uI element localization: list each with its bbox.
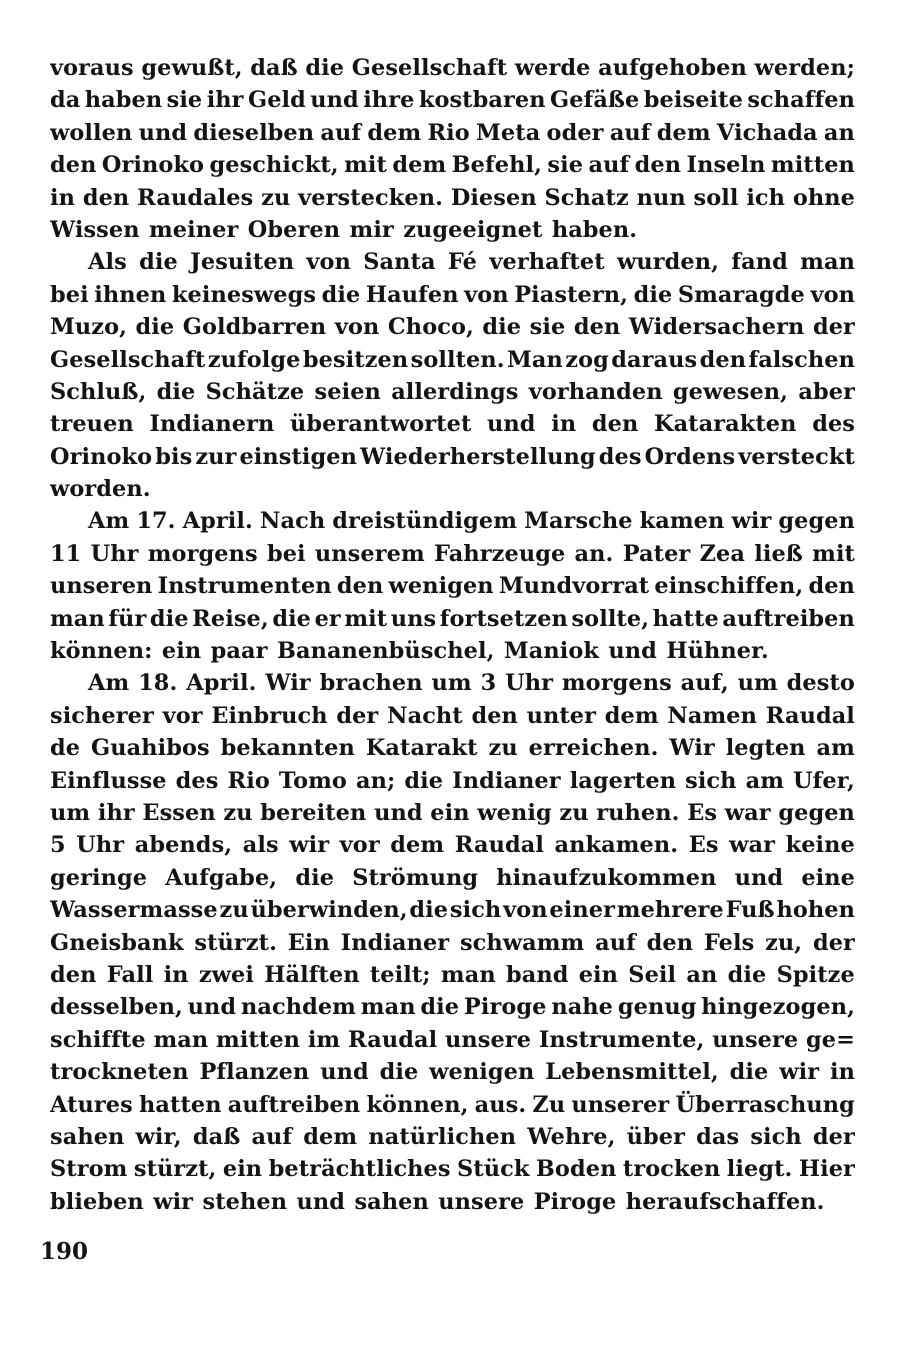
- text-line: treuen Indianern überantwortet und in den Katarakten des: [50, 411, 855, 438]
- text-line: worden.: [50, 476, 151, 503]
- paragraph: [50, 667, 855, 1218]
- text-line: Gneisbank stürzt. Ein Indianer schwamm auf den Fels zu, der: [50, 929, 855, 956]
- text-line: schiffte man mitten im Raudal unsere Instrumente, unsere ge=: [50, 1026, 855, 1053]
- text-line: desselben, und nachdem man die Piroge nahe genug hingezogen,: [50, 994, 855, 1021]
- text-line: sicherer vor Einbruch der Nacht den unter dem Namen Raudal: [50, 702, 855, 729]
- text-line: Am 17. April. Nach dreistündigem Marsche kamen wir gegen: [88, 508, 855, 535]
- text-line: 5 Uhr abends, als wir vor dem Raudal ankamen. Es war keine: [50, 832, 855, 859]
- text-line: blieben wir stehen und sahen unsere Piroge heraufschaffen.: [50, 1188, 825, 1215]
- text-line: um ihr Essen zu bereiten und ein wenig zu ruhen. Es war gegen: [50, 799, 855, 826]
- paragraph: [50, 52, 855, 246]
- text-line: Strom stürzt, ein beträchtliches Stück Boden trocken liegt. Hier: [50, 1156, 855, 1183]
- text-line: können: ein paar Bananenbüschel, Maniok und Hühner.: [50, 638, 769, 665]
- text-line: Einflusse des Rio Tomo an; die Indianer lagerten sich am Ufer,: [50, 767, 855, 794]
- text-line: unseren Instrumenten den wenigen Mundvorrat einschiffen, den: [50, 573, 855, 600]
- text-line: den Fall in zwei Hälften teilt; man band ein Seil an die Spitze: [50, 961, 855, 988]
- text-line: Gesellschaft zufolge besitzen sollten. Man zog daraus den falschen: [50, 346, 855, 373]
- text-line: Als die Jesuiten von Santa Fé verhaftet wurden, fand man: [88, 249, 855, 276]
- text-line: man für die Reise, die er mit uns fortsetzen sollte, hatte auftreiben: [50, 605, 855, 632]
- text-line: den Orinoko geschickt, mit dem Befehl, sie auf den Inseln mitten: [50, 152, 855, 179]
- body-text: [50, 52, 855, 1218]
- page-number: 190: [40, 1238, 89, 1265]
- text-line: in den Raudales zu verstecken. Diesen Schatz nun soll ich ohne: [50, 184, 855, 211]
- text-line: Orinoko bis zur einstigen Wiederherstellung des Ordens versteckt: [50, 443, 855, 470]
- text-line: Schluß, die Schätze seien allerdings vorhanden gewesen, aber: [50, 378, 855, 405]
- text-line: trockneten Pflanzen und die wenigen Lebensmittel, die wir in: [50, 1059, 855, 1086]
- text-line: bei ihnen keineswegs die Haufen von Piastern, die Smaragde von: [50, 281, 855, 308]
- text-line: sahen wir, daß auf dem natürlichen Wehre, über das sich der: [50, 1123, 855, 1150]
- paragraph: [50, 505, 855, 667]
- text-line: da haben sie ihr Geld und ihre kostbaren Gefäße beiseite schaffen: [50, 87, 855, 114]
- paragraph: [50, 246, 855, 505]
- text-line: Atures hatten auftreiben können, aus. Zu unserer Überraschung: [50, 1091, 855, 1118]
- text-line: de Guahibos bekannten Katarakt zu erreichen. Wir legten am: [50, 735, 855, 762]
- text-line: wollen und dieselben auf dem Rio Meta oder auf dem Vichada an: [50, 119, 855, 146]
- text-line: Wissen meiner Oberen mir zugeeignet haben.: [50, 216, 638, 243]
- text-line: 11 Uhr morgens bei unserem Fahrzeuge an. Pater Zea ließ mit: [50, 540, 855, 567]
- text-line: Wassermasse zu überwinden, die sich von einer mehrere Fuß hohen: [50, 897, 855, 924]
- text-line: Am 18. April. Wir brachen um 3 Uhr morgens auf, um desto: [88, 670, 855, 697]
- text-line: Muzo, die Goldbarren von Choco, die sie den Widersachern der: [50, 314, 855, 341]
- text-line: voraus gewußt, daß die Gesellschaft werde aufgehoben werden;: [50, 55, 855, 81]
- text-line: geringe Aufgabe, die Strömung hinaufzukommen und eine: [50, 864, 855, 891]
